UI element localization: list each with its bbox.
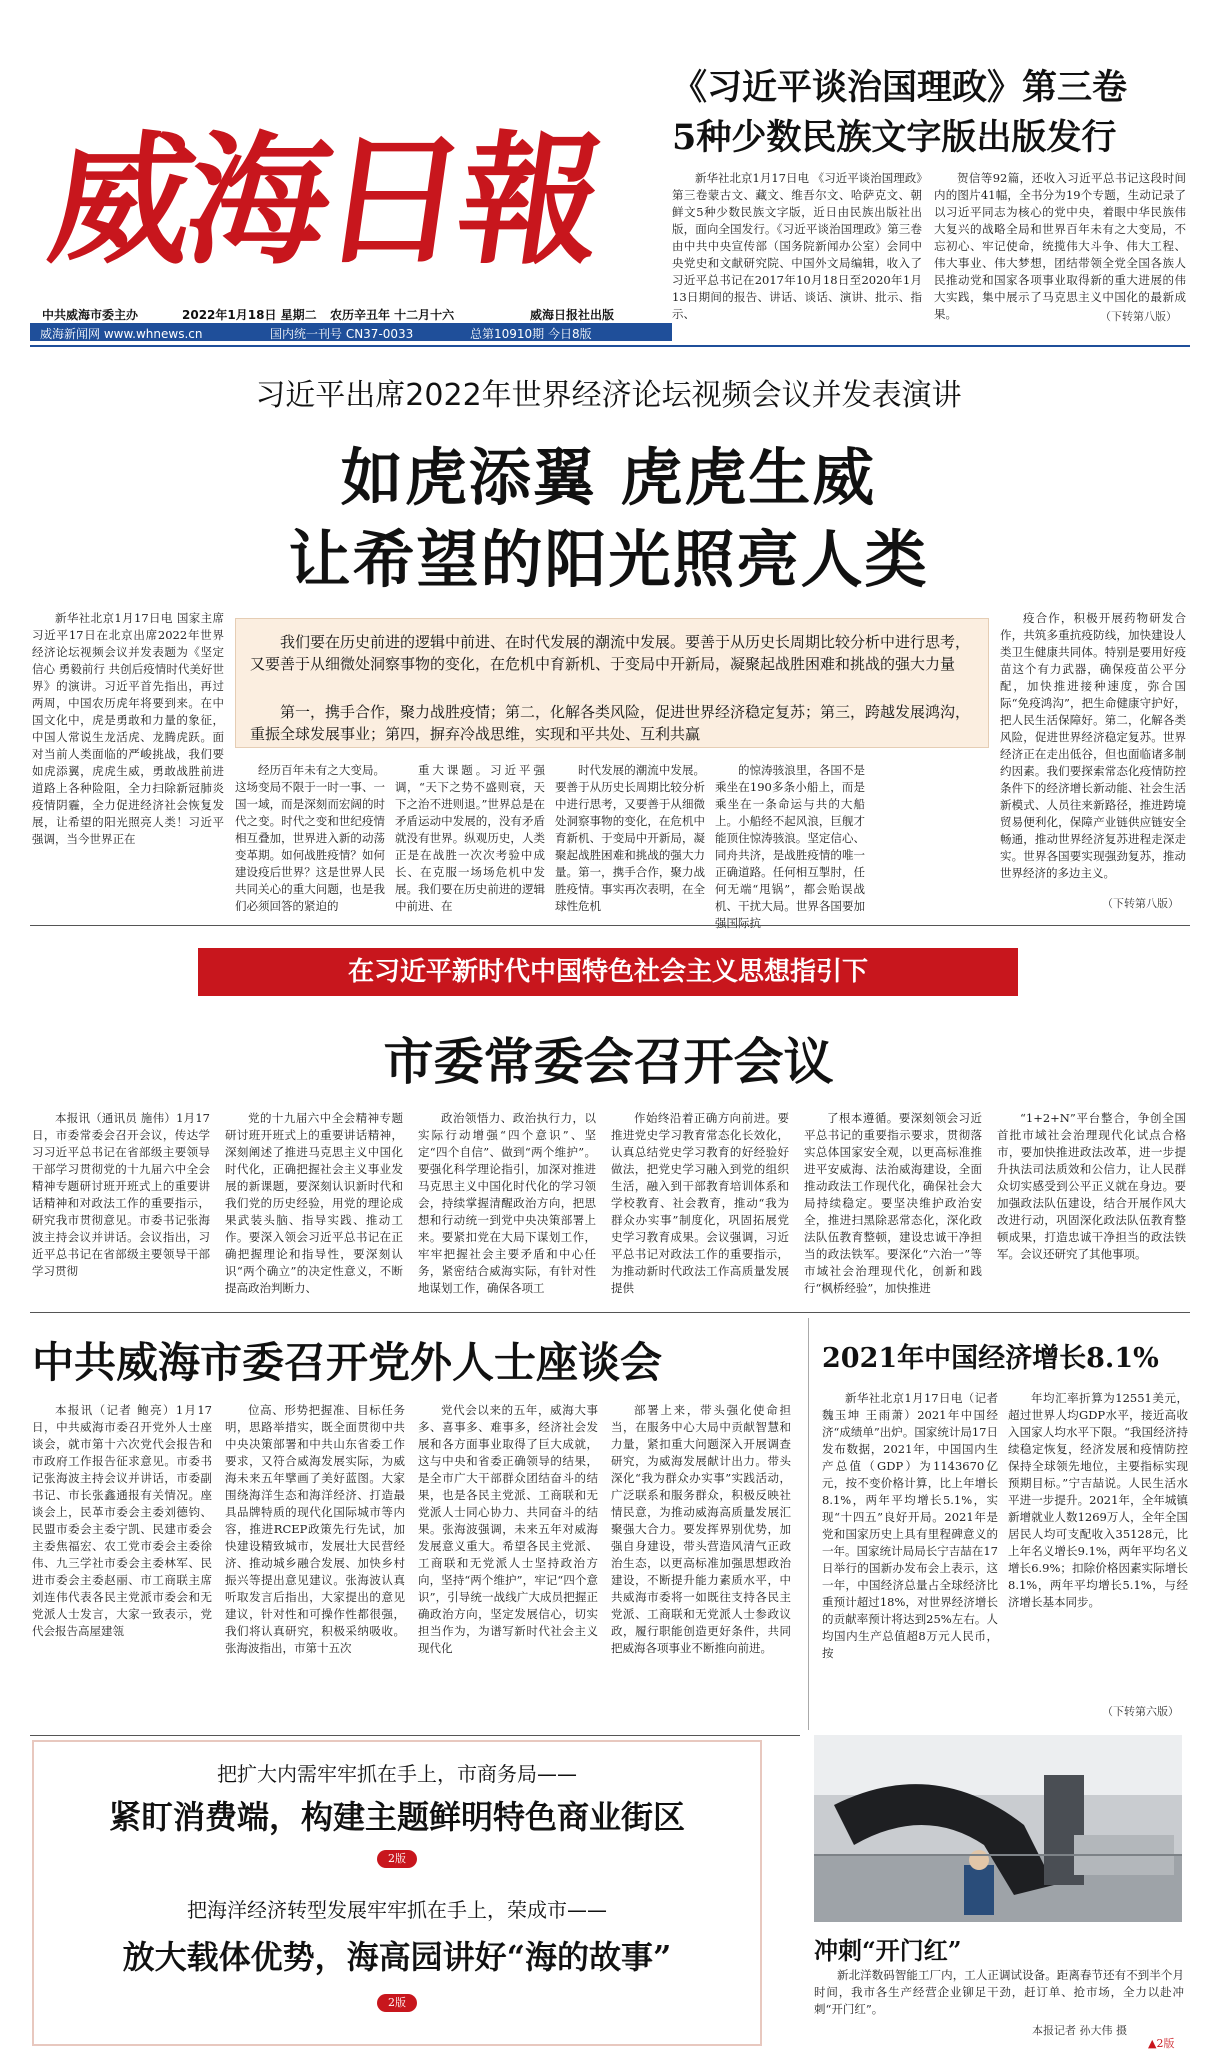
lead-col-right [1000, 610, 1186, 895]
promo-box [32, 1740, 762, 2046]
standing-headline: 市委常委会召开会议 [383, 1032, 834, 1091]
top-story-headline-1: 《习近平谈治国理政》第三卷 [672, 67, 1128, 108]
masthead-publisher: 威海日报社出版 [530, 308, 615, 322]
promo-kicker-1: 把扩大内需牢牢抓在手上，市商务局—— [217, 1762, 577, 1786]
top-story-headline-2: 5种少数民族文字版出版发行 [672, 117, 1117, 158]
promo-page-badge-2[interactable]: 2版 [377, 1994, 417, 2012]
promo-kicker-2: 把海洋经济转型发展牢牢抓在手上，荣成市—— [187, 1898, 607, 1922]
lead-text-2: 经历百年未有之大变局。这场变局不限于一时一事、一国一域，而是深刻而宏阔的时代之变。时代之变和世纪疫情相互叠加，世界进入新的动荡变革期。如何战胜疫情？如何建设疫后世界？这是世界人民共同关心的重大问题，也是我们必须回答的紧迫的 [235, 763, 385, 913]
lead-text-right: 疫合作，积极开展药物研发合作，共筑多重抗疫防线，加快建设人类卫生健康共同体。特别是要用好疫苗这个有力武器，确保疫苗公平分配，加快推进接种速度，弥合国际“免疫鸿沟”，把生命健康守护好，把人民生活保障好。第二，化解各类风险，促进世界经济稳定复苏。世界经济正在走出低谷，但也面临诸多制约因素。我们要探索常态化疫情防控条件下的经济增长新动能、社会生活新模式、人员往来新路径，推进跨境贸易便利化，保障产业链供应链安全畅通，推动世界经济复苏进程走深走实。世界各国要实现强劲复苏，推动世界经济的多边主义。 [1000, 611, 1186, 880]
lead-summary-1: 我们要在历史前进的逻辑中前进、在时代发展的潮流中发展。要善于从历史长周期比较分析中进行思考，又要善于从细微处洞察事物的变化，在危机中育新机、于变局中开新局，凝聚起战胜困难和挑战的强大力量 [250, 633, 971, 673]
top-story-col-1 [672, 170, 922, 322]
promo-headline-1[interactable]: 紧盯消费端，构建主题鲜明特色商业街区 [108, 1798, 685, 1836]
photo-page: ▲2版 [1148, 2037, 1175, 2050]
masthead-serial-domestic: 国内统一刊号 CN37-0033 [270, 327, 414, 341]
standing-col-1 [32, 1110, 210, 1300]
standing-text-1: 本报讯（通讯员 施伟）1月17日，市委常委会召开会议，传达学习习近平总书记在省部级主要领导干部学习贯彻党的十九届六中全会精神专题研讨班开班式上的重要讲话精神和对政法工作的重要指示，研究我市贯彻意见。市委书记张海波主持会议并讲话。会议指出，习近平总书记在省部级主要领导干部学习贯彻 [32, 1111, 210, 1278]
standing-text-5: 了根本遵循。要深刻领会习近平总书记的重要指示要求，贯彻落实总体国家安全观，以更高标准推进平安威海、法治威海建设，全面推动政法工作现代化，确保社会大局持续稳定。要坚决维护政治安全，推进扫黑除恶常态化，深化政法队伍教育整顿，建设忠诚干净担当的政法铁军。要深化“六治一”等市域社会治理现代化，创新和践行“枫桥经验”，加快推进 [804, 1111, 982, 1295]
forum-text-4: 部署上来，带头强化使命担当，在服务中心大局中贡献智慧和力量，紧扣重大问题深入开展调查研究，为威海发展献计出力。带头深化“我为群众办实事”实践活动，广泛联系和服务群众，积极反映社情民意，为推动威海高质量发展汇聚强大合力。要发挥界别优势，加强自身建设，带头营造风清气正政治生态，以更高标准加强思想政治建设，不断提升能力素质水平，中共威海市委将一如既往支持各民主党派、工商联和无党派人士参政议政，履行职能创造更好条件，共同把威海各项事业不断推向前进。 [611, 1403, 791, 1655]
promo-headline-2[interactable]: 放大载体优势，海高园讲好“海的故事” [122, 1938, 672, 1976]
section-banner: 在习近平新时代中国特色社会主义思想指引下 [198, 948, 1018, 996]
lead-summary-box [235, 618, 989, 748]
lead-col-left [32, 610, 224, 910]
lead-headline-2: 让希望的阳光照亮人类 [288, 523, 929, 596]
economy-col-1 [822, 1390, 998, 1700]
lead-text-3: 重大课题。习近平强调，“天下之势不盛则衰，天下之治不进则退。”世界总是在矛盾运动中发展的，没有矛盾就没有世界。纵观历史，人类正是在战胜一次次考验中成长、在克服一场场危机中发展。我们要在历史前进的逻辑中前进、在 [395, 763, 545, 913]
factory-photo [814, 1735, 1182, 1922]
lead-col-3 [395, 762, 545, 912]
standing-text-4: 作始终沿着正确方向前进。要推进党史学习教育常态化长效化，认真总结党史学习教育的好经验好做法，把党史学习融入到党的组织生活，融入到干部教育培训体系和学校教育、社会教育，推动“我为群众办实事”制度化，巩固拓展党史学习教育成果。会议强调，习近平总书记对政法工作的重要指示，为推动新时代政法工作高质量发展提供 [611, 1111, 789, 1295]
masthead [30, 28, 690, 328]
standing-col-4 [611, 1110, 789, 1300]
economy-col-2 [1008, 1390, 1188, 1688]
economy-headline: 2021年中国经济增长8.1% [822, 1343, 1159, 1374]
divider-forum [30, 1735, 800, 1736]
lead-col-2 [235, 762, 385, 912]
lead-continued: （下转第八版） [1102, 897, 1179, 910]
lead-text-5: 的惊涛骇浪里，各国不是乘坐在190多条小船上，而是乘坐在一条命运与共的大船上。小船经不起风浪，巨舰才能顶住惊涛骇浪。坚定信心、同舟共济，是战胜疫情的唯一正确道路。任何相互掣肘，任何无端“甩锅”，都会贻误战机、干扰大局。世界各国要加强国际抗 [715, 763, 865, 930]
photo-news [814, 1735, 1190, 2050]
top-story-text-1: 新华社北京1月17日电 《习近平谈治国理政》第三卷蒙古文、藏文、维吾尔文、哈萨克文、朝鲜文5种少数民族文字版，近日由民族出版社出版，面向全国发行。《习近平谈治国理政》第三卷由中共中央宣传部（国务院新闻办公室）会同中央党史和文献研究院、中国外文局编辑，收入了习近平总书记在2017年10月18日至2020年1月13日期间的报告、讲话、谈话、演讲、批示、指示、 [672, 171, 922, 321]
standing-text-6: “1+2+N”平台整合，争创全国首批市域社会治理现代化试点合格市，要加快推进政法改革，进一步提升执法司法质效和公信力，让人民群众切实感受到公平正义就在身边。要加强政法队伍建设，结合开展作风大改进行动，巩固深化政法队伍教育整顿成果，打造忠诚干净担当的政法铁军。会议还研究了其他事项。 [997, 1111, 1186, 1261]
masthead-title: 威海日報 [40, 118, 608, 284]
masthead-website[interactable]: 威海新闻网 www.whnews.cn [40, 327, 203, 341]
divider-lead [30, 925, 1190, 926]
standing-text-2: 党的十九届六中全会精神专题研讨班开班式上的重要讲话精神，深刻阐述了推进马克思主义中国化时代化，正确把握社会主义事业发展的新课题，要深刻认识新时代和我们党的历史经验，用党的理论成果武装头脑、指导实践、推动工作。要深入领会习近平总书记在正确把握理论和指导性，要深刻认识“两个确立”的决定性意义，不断提高政治判断力、 [225, 1111, 403, 1295]
lead-text-left: 新华社北京1月17日电 国家主席习近平17日在北京出席2022年世界经济论坛视频会议并发表题为《坚定信心 勇毅前行 共创后疫情时代美好世界》的演讲。习近平首先指出，再过两周，中国农历虎年将要到来。在中国文化中，虎是勇敢和力量的象征，中国人常说生龙活虎、龙腾虎跃。面对当前人类面临的严峻挑战，我们要如虎添翼，虎虎生威，勇敢战胜前进道路上各种险阻，全力扫除新冠肺炎疫情阴霾，全力促进经济社会恢复发展，让希望的阳光照亮人类！习近平强调，当今世界正在 [32, 611, 224, 846]
photo-credit: 本报记者 孙大伟 摄 [1032, 2024, 1127, 2037]
forum-text-2: 位高、形势把握准、目标任务明，思路举措实，既全面贯彻中共中央决策部署和中共山东省委工作要求，又符合威海发展实际，为威海未来五年擘画了美好蓝图。大家围绕海洋生态和海洋经济、打造最具品牌特质的现代化国际城市等内容，推进RCEP政策先行先试，加快建设精致城市，发展壮大民营经济、推动城乡融合发展、加快乡村振兴等提出意见建议。张海波认真听取发言后指出，大家提出的意见建议，针对性和可操作性都很强，我们将认真研究，积极采纳吸收。张海波指出，市第十五次 [225, 1403, 405, 1655]
top-story-text-2: 贺信等92篇，还收入习近平总书记这段时间内的图片41幅，全书分为19个专题，生动记录了以习近平同志为核心的党中央，着眼中华民族伟大复兴的战略全局和世界百年未有之大变局，不忘初心、牢记使命，统揽伟大斗争、伟大工程、伟大事业、伟大梦想，团结带领全党全国各族人民推动党和国家各项事业取得新的重大进展的伟大实践，集中展示了马克思主义中国化的最新成果。 [934, 171, 1186, 321]
forum-text-3: 党代会以来的五年，威海大事多、喜事多、难事多，经济社会发展和各方面事业取得了巨大成就，这与中央和省委正确领导的结果，是全市广大干部群众团结奋斗的结果，也是各民主党派、工商联和无党派人士同心协力、共同奋斗的结果。张海波强调，未来五年对威海发展意义重大。希望各民主党派、工商联和无党派人士坚持政治方向，坚持“两个维护”，牢记“四个意识”，引导统一战线广大成员把握正确政治方向，坚定发展信心，切实担当作为，为谱写新时代社会主义现代化 [418, 1403, 598, 1655]
top-story-continued: （下转第八版） [1100, 310, 1177, 323]
divider-masthead [30, 345, 1190, 347]
lead-summary-2: 第一，携手合作，聚力战胜疫情；第二，化解各类风险，促进世界经济稳定复苏；第三，跨越发展鸿沟，重振全球发展事业；第四，摒弃冷战思维，实现和平共处、互利共赢 [250, 703, 971, 743]
forum-headline: 中共威海市委召开党外人士座谈会 [32, 1338, 663, 1387]
forum-col-1 [32, 1402, 212, 1732]
lead-kicker: 习近平出席2022年世界经济论坛视频会议并发表演讲 [255, 378, 962, 413]
economy-text-1: 新华社北京1月17日电（记者 魏玉坤 王雨萧）2021年中国经济“成绩单”出炉。国家统计局17日发布数据，2021年，中国国内生产总值（GDP）为1143670亿元，按不变价格计算，比上年增长8.1%，两年平均增长5.1%，实现“十四五”良好开局。2021年是党和国家历史上具有里程碑意义的一年。国家统计局局长宁吉喆在17日举行的国新办发布会上表示，这一年，中国经济总量占全球经济比重预计超过18%，对世界经济增长的贡献率预计将达到25%左右。人均国内生产总值超8万元人民币，按 [822, 1391, 998, 1660]
forum-text-1: 本报讯（记者 鲍亮）1月17日，中共威海市委召开党外人士座谈会，就市第十六次党代会报告和市政府工作报告征求意见。市委书记张海波主持会议并讲话，市委副书记、市长张鑫通报有关情况。座谈会上，民革市委会主委刘德钧、民盟市委会主委宁凯、民建市委会主委焦福宏、农工党市委会主委徐伟、九三学社市委会主委林军、民进市委会主委赵丽、市工商联主席刘连伟代表各民主党派市委会和无党派人士发言，大家一致表示，党代会报告高屋建瓴 [32, 1403, 212, 1638]
lead-headline-1: 如虎添翼 虎虎生威 [340, 441, 877, 514]
promo-page-badge-1[interactable]: 2版 [377, 1850, 417, 1868]
lead-col-4 [555, 762, 705, 912]
masthead-infobar [30, 323, 672, 341]
standing-col-2 [225, 1110, 403, 1300]
photo-headline: 冲刺“开门红” [814, 1936, 962, 1965]
economy-text-2: 年均汇率折算为12551美元，超过世界人均GDP水平，接近高收入国家人均水平下限。“我国经济持续稳定恢复，经济发展和疫情防控保持全球领先地位，主要指标实现预期目标。”宁吉喆说。人民生活水平进一步提升。2021年，全年城镇新增就业人数1269万人，全年全国居民人均可支配收入35128元，比上年名义增长9.1%，两年平均名义增长6.9%；扣除价格因素实际增长8.1%，两年平均增长5.1%，与经济增长基本同步。 [1008, 1391, 1188, 1609]
masthead-sponsor: 中共威海市委主办 [42, 308, 139, 322]
standing-col-6 [997, 1110, 1186, 1300]
forum-col-2 [225, 1402, 405, 1732]
lead-text-4: 时代发展的潮流中发展。要善于从历史长周期比较分析中进行思考，又要善于从细微处洞察事物的变化，在危机中育新机、于变局中开新局，凝聚起战胜困难和挑战的强大力量。第一，携手合作，聚力战胜疫情。事实再次表明，在全球性危机 [555, 763, 705, 913]
divider-vertical [808, 1318, 809, 1730]
standing-text-3: 政治领悟力、政治执行力，以实际行动增强“四个意识”、坚定“四个自信”、做到“两个维护”。要强化科学理论指引，加深对推进马克思主义中国化时代化的学习领会，持续掌握清醒政治方向，把思想和行动统一到党中央决策部署上来。要紧扣党在大局下谋划工作，牢牢把握社会主要矛盾和中心任务，紧密结合威海实际，有针对性地谋划工作，确保各项工 [418, 1111, 596, 1295]
standing-col-5 [804, 1110, 982, 1300]
photo-caption-text: 新北洋数码智能工厂内，工人正调试设备。距离春节还有不到半个月时间，我市各生产经营企业铆足干劲，赶订单、抢市场，全力以赴冲刺“开门红”。 [814, 1968, 1184, 2016]
lead-col-5 [715, 762, 865, 930]
photo-caption [814, 1967, 1184, 2019]
economy-continued: （下转第六版） [1102, 1705, 1179, 1718]
forum-col-4 [611, 1402, 791, 1732]
forum-col-3 [418, 1402, 598, 1732]
top-story [672, 60, 1192, 340]
standing-col-3 [418, 1110, 596, 1300]
masthead-lunar: 农历辛丑年 十二月十六 [330, 308, 455, 322]
masthead-serial-total: 总第10910期 今日8版 [470, 327, 592, 341]
divider-standing [30, 1312, 1190, 1313]
masthead-date: 2022年1月18日 星期二 [182, 308, 317, 322]
